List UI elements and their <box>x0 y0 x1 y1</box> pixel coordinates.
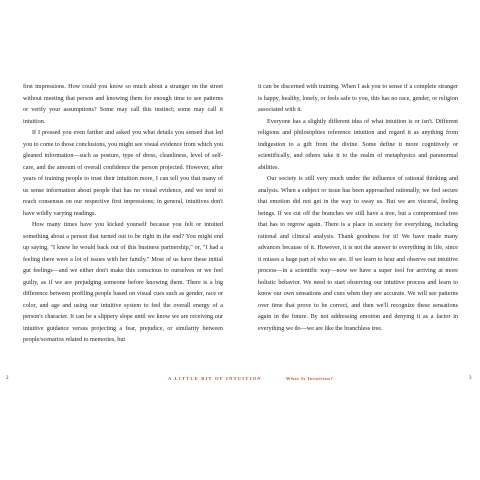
paragraph: Our society is still very much under the influence of rational thinking and analysis. When a subject or issue has been approached rationally, we feel secure that emotion did not get in the way to sway us. But we are visceral, feeling beings. If we cut off the branches we still have a tree, but a compromised tree that has to regrow again. There is a place in society for everything, including rational and clinical analysis. Thank goodness for it! We have made many advances because of it. However, it is not the answer to everything in life, since it misses a huge part of who we are. If we learn to hear and observe our intuitive process—in a scientific way—now we have a super tool for arriving at more holistic behavior. We need to start observing our intuitive process and learn to know our own sensations and cues when they are accurate. We will see patterns over time that prove to be correct, and then we'll recognize these sensations again in the future. By not addressing emotion and denying it as a factor in everything we do—we are like the branchless tree. <box>258 176 458 332</box>
paragraph: How many times have you kicked yourself because you felt or intuited something about a person that turned out to be right in the end? You might end up saying, "I knew he would back out of this business partnership," or, "I had a feeling there were a lot of issues with her family." Most of us have these initial gut feelings—and we either don't make this conscious to ourselves or we feel guilty, as if we are prejudging someone before knowing them. There is a big difference between profiling people based on visual cues such as gender, race or color, and age and using our intuitive system to feel the overall energy of a person's character. It can be a slippery slope until we know we are receiving our intuitive guidance versus projecting a fear, prejudice, or similarity between people/scenarios related to memories, but <box>23 222 223 343</box>
paragraph: If I pressed you even farther and asked you what details you sensed that led you to come to those conclusions, you might see visual evidence from which you gleaned information—such as posture, type of dress, cleanliness, level of self-care, and the amount of overall confidence the person projected. However, after years of training people to trust their intuition more, I can tell you that many of us sense information about people that has no visual evidence, and we tend to reach consensus on our respective first impressions; in general, intuitives don't have wildly varying readings. <box>23 130 223 217</box>
paragraph: it can be discerned with training. When I ask you to sense if a complete stranger is happy, healthy, lonely, or feels safe to you, this has no race, gender, or religion associated with it. <box>258 84 458 113</box>
left-page-number: 2 <box>6 376 9 381</box>
left-page-text <box>23 82 223 347</box>
right-running-head: What Is Intuition? <box>286 376 334 381</box>
right-page-text <box>258 82 458 335</box>
right-page-number: 3 <box>469 376 472 381</box>
left-running-head: A LITTLE BIT OF INTUITION <box>168 376 262 381</box>
paragraph: first impressions. How could you know so much about a stranger on the street without meeting that person and knowing them for enough time to see patterns or verify your assumptions? Some may call this instinct; some may call it intuition. <box>23 84 223 125</box>
paragraph: Everyone has a slightly different idea of what intuition is or isn't. Different religions and philosophies reference intuition and regard it as anything from indigestion to a gift from the divine. Some define it more cognitively or scientifically, and others take it to the realm of metaphysics and paranormal abilities. <box>258 118 458 171</box>
